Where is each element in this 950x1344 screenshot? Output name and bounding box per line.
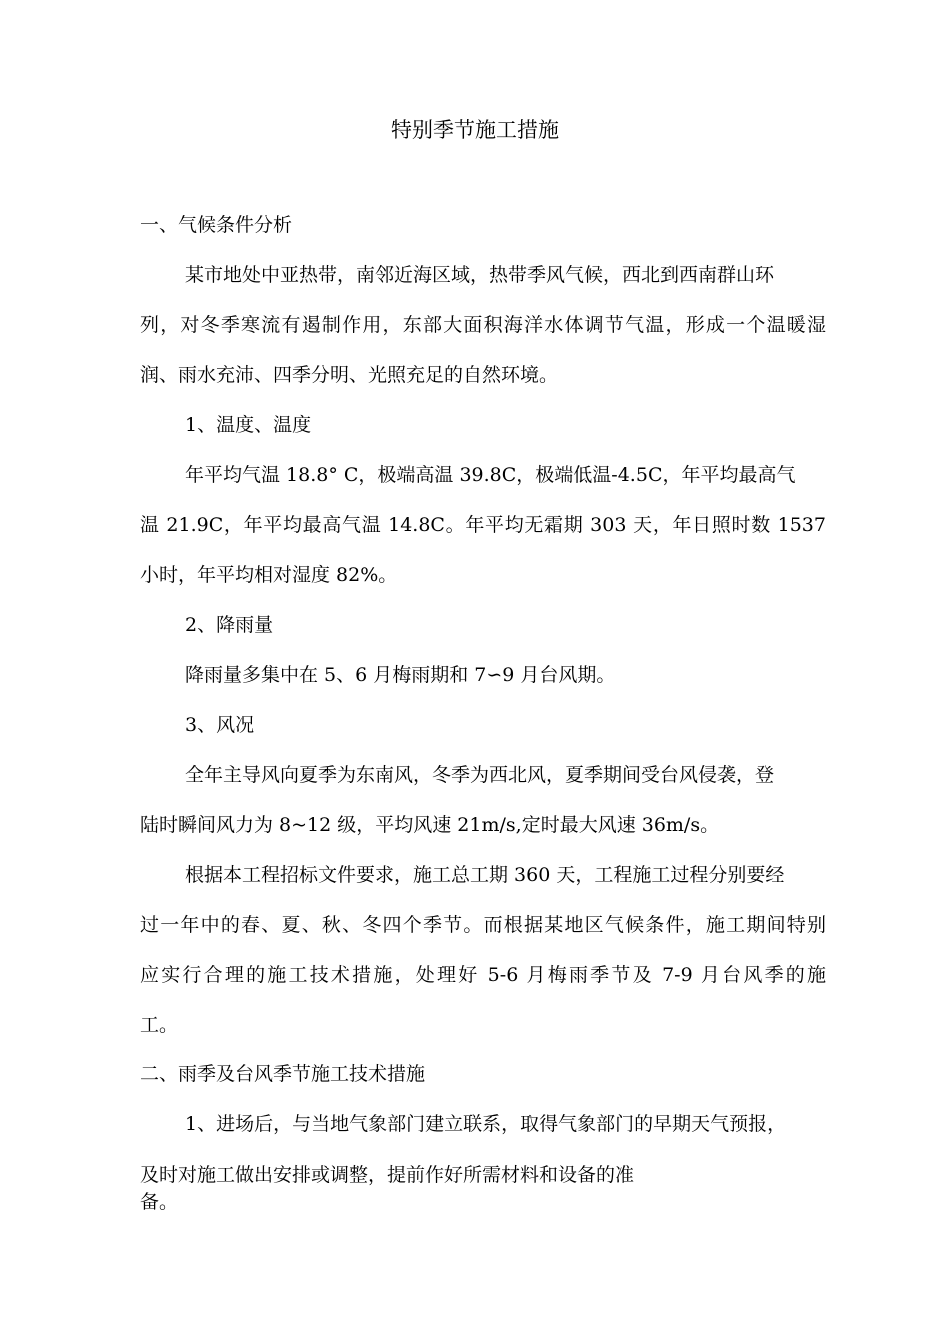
section-heading-climate: 一、气候条件分析 <box>140 214 293 236</box>
subheading-temperature: 1、温度、温度 <box>185 414 312 436</box>
document-title: 特别季节施工措施 <box>391 118 559 142</box>
subheading-wind: 3、风况 <box>185 714 255 736</box>
paragraph-line: 根据本工程招标文件要求，施工总工期 360 天，工程施工过程分别要经 <box>185 864 785 886</box>
paragraph-line: 全年主导风向夏季为东南风，冬季为西北风，夏季期间受台风侵袭，登 <box>185 764 775 786</box>
paragraph-line: 列，对冬季寒流有遏制作用，东部大面积海洋水体调节气温，形成一个温暖湿 <box>140 314 826 336</box>
paragraph-line: 小时，年平均相对湿度 82%。 <box>140 564 398 586</box>
paragraph-line: 工。 <box>140 1014 179 1036</box>
paragraph-line: 1、进场后，与当地气象部门建立联系，取得气象部门的早期天气预报， <box>185 1113 787 1135</box>
section-heading-rainy-typhoon: 二、雨季及台风季节施工技术措施 <box>140 1063 426 1085</box>
paragraph-line: 及时对施工做出安排或调整，提前作好所需材料和设备的准 <box>140 1164 635 1186</box>
subheading-rainfall: 2、降雨量 <box>185 614 274 636</box>
paragraph-line: 备。 <box>140 1191 179 1213</box>
paragraph-line: 应实行合理的施工技术措施，处理好 5-6 月梅雨季节及 7-9 月台风季的施 <box>140 964 826 986</box>
paragraph-line: 某市地处中亚热带，南邻近海区域，热带季风气候，西北到西南群山环 <box>185 264 775 286</box>
paragraph-line: 过一年中的春、夏、秋、冬四个季节。而根据某地区气候条件，施工期间特别 <box>140 914 826 936</box>
paragraph-line: 降雨量多集中在 5、6 月梅雨期和 7∽9 月台风期。 <box>185 664 616 686</box>
paragraph-line: 润、雨水充沛、四季分明、光照充足的自然环境。 <box>140 364 559 386</box>
paragraph-line: 温 21.9C，年平均最高气温 14.8C。年平均无霜期 303 天，年日照时数 1537 <box>140 514 826 536</box>
paragraph-line: 年平均气温 18.8° C，极端高温 39.8C，极端低温-4.5C，年平均最高气 <box>185 464 796 486</box>
paragraph-line: 陆时瞬间风力为 8~12 级，平均风速 21m/s,定时最大风速 36m/s。 <box>140 814 720 836</box>
